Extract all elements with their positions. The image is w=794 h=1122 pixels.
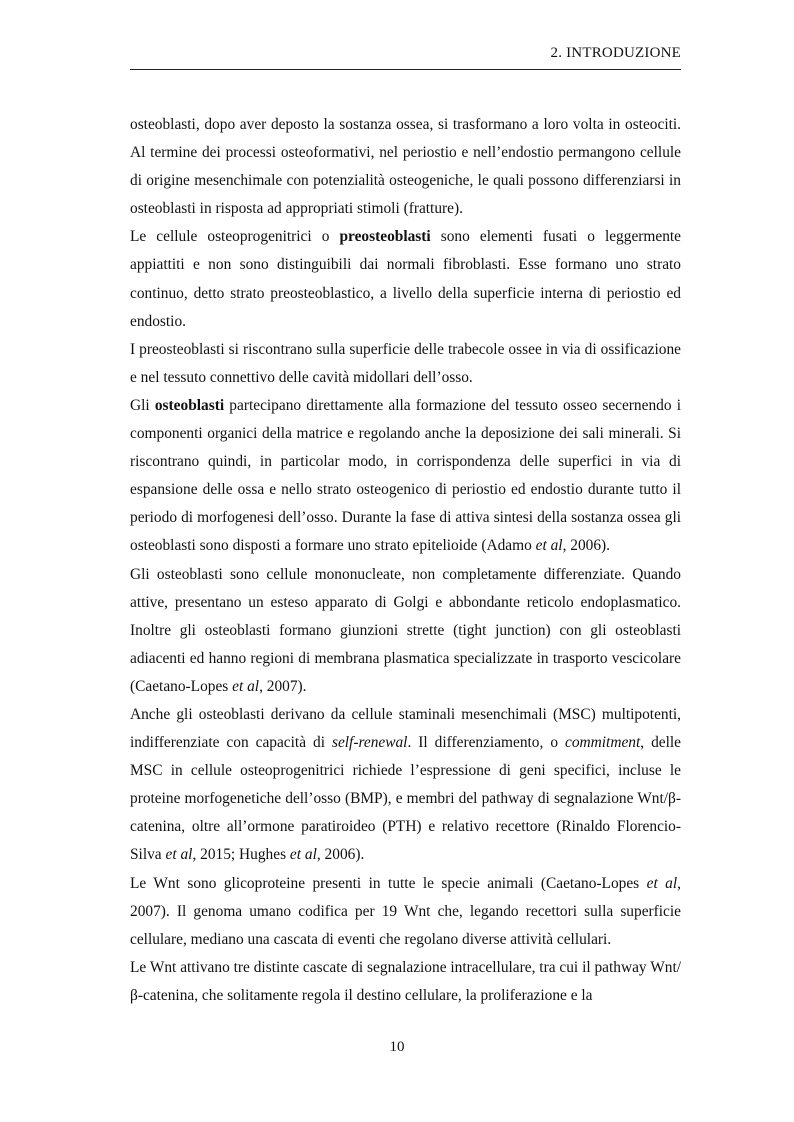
text-run: Le Wnt attivano tre distinte cascate di segnalazione intracellulare, tra cui il pathway Wnt/β-catenina, che solitamente regola il destino cellulare, la proliferazione e la (130, 958, 681, 1004)
text-run: Gli (130, 396, 155, 414)
text-run: , 2007). Il genoma umano codifica per 19 Wnt che, legando recettori sulla superficie cellulare, mediano una cascata di eventi che regolano diverse attività cellulari. (130, 874, 681, 948)
text-run: , 2006). (316, 846, 365, 864)
text-run: partecipano direttamente alla formazione del tessuto osseo secernendo i componenti organici della matrice e regolando anche la deposizione dei sali minerali. Si riscontrano quindi, in particolar modo, in corrispondenza delle superfici in via di espansione delle ossa e nello strato osteogenico di periostio ed endostio durante tutto il periodo di morfogenesi dell’osso. Durante la fase di attiva sintesi della sostanza ossea gli osteoblasti sono disposti a formare uno strato epitelioide (Adamo (130, 396, 682, 555)
italic-text: et al (165, 846, 193, 864)
text-run: , delle MSC in cellule osteoprogenitrici richiede l’espressione di geni specifici, incluse le proteine morfogenetiche dell’osso (BMP), e membri del pathway di segnalazione Wnt/β-catenina, oltre all’ormone paratiroideo (PTH) e relativo recettore (Rinaldo Florencio-Silva (130, 734, 681, 864)
body-text (130, 111, 681, 1010)
running-header: 2. INTRODUZIONE (550, 45, 681, 61)
text-run: , 2006). (562, 537, 611, 555)
italic-text: et al (232, 677, 260, 695)
italic-text: et al (289, 846, 317, 864)
text-run: . Il differenziamento, o (407, 734, 566, 752)
paragraph (130, 223, 681, 335)
text-run: I preosteoblasti si riscontrano sulla superficie delle trabecole ossee in via di ossificazione e nel tessuto connettivo delle cavità midollari dell’osso. (130, 340, 681, 386)
text-run: Anche gli osteoblasti derivano da cellule staminali mesenchimali (MSC) multipotenti, indifferenziate con capacità di (130, 705, 681, 752)
italic-text: commitment (565, 734, 641, 752)
paragraph (130, 870, 681, 954)
text-run: Le cellule osteoprogenitrici o (130, 228, 340, 246)
paragraph (130, 336, 681, 392)
text-run: , 2007). (259, 677, 307, 695)
header-rule (130, 69, 681, 70)
italic-text: self-renewal (331, 734, 408, 752)
text-run: osteoblasti, dopo aver deposto la sostanza ossea, si trasformano a loro volta in osteociti. Al termine dei processi osteoformativi, nel periostio e nell’endostio permangono cellule di origine mesenchimale con potenzialità osteogeniche, le quali possono differenziarsi in osteoblasti in risposta ad appropriati stimoli (fratture). (130, 116, 681, 218)
bold-term: preosteoblasti (339, 228, 431, 246)
text-run: , 2015; Hughes (192, 846, 290, 864)
paragraph (130, 111, 681, 223)
text-run: Gli osteoblasti sono cellule mononucleate, non completamente differenziate. Quando attive, presentano un esteso apparato di Golgi e abbondante reticolo endoplasmatico. Inoltre gli osteoblasti formano giunzioni strette (tight junction) con gli osteoblasti adiacenti ed hanno regioni di membrana plasmatica specializzate in trasporto vescicolare (Caetano-Lopes (130, 565, 681, 695)
paragraph (130, 561, 681, 701)
italic-text: et al (646, 874, 678, 892)
italic-text: et al (535, 537, 563, 555)
text-run: sono elementi fusati o leggermente appiattiti e non sono distinguibili dai normali fibroblasti. Esse formano uno strato continuo, detto strato preosteoblastico, a livello della superficie interna di periostio ed endostio. (130, 228, 682, 330)
page-number: 10 (389, 1039, 405, 1055)
paragraph (130, 392, 681, 561)
text-run: Le Wnt sono glicoproteine presenti in tutte le specie animali (Caetano-Lopes (130, 874, 647, 892)
paragraph (130, 701, 681, 870)
bold-term: osteoblasti (154, 396, 225, 414)
paragraph (130, 954, 681, 1010)
